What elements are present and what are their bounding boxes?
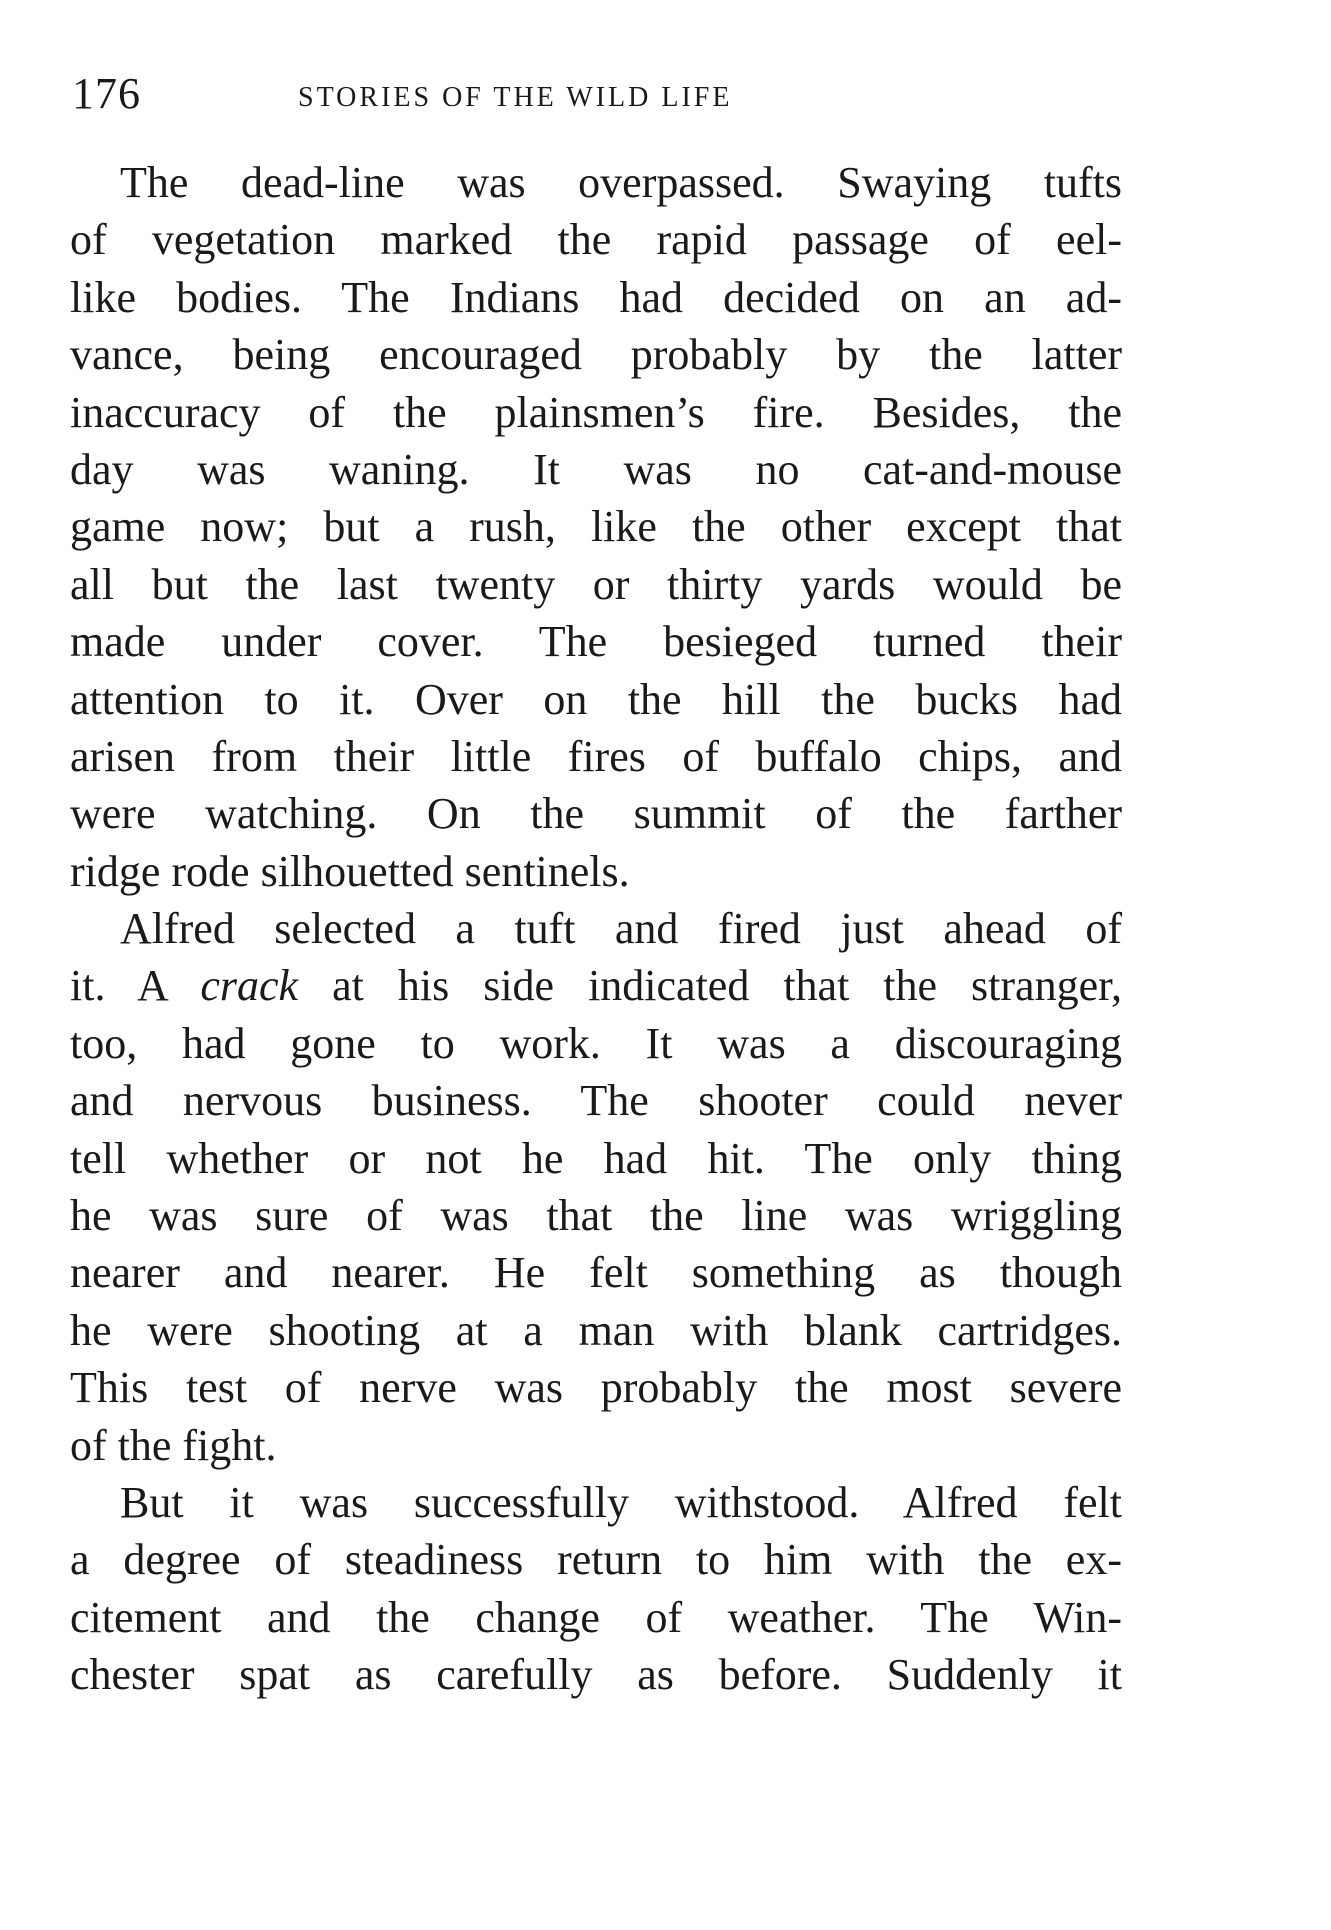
text-line: nearer and nearer. He felt something as though: [70, 1248, 1122, 1298]
text-line: of vegetation marked the rapid passage of eel-: [70, 215, 1122, 265]
text-line: attention to it. Over on the hill the bucks had: [70, 674, 1122, 724]
text-line: chester spat as carefully as before. Suddenly it: [70, 1650, 1122, 1700]
text-line: game now; but a rush, like the other except that: [70, 502, 1122, 552]
text-line: inaccuracy of the plainsmen’s fire. Besides, the: [70, 387, 1122, 437]
text-line: he were shooting at a man with blank cartridges.: [70, 1305, 1122, 1355]
text-line: ridge rode silhouetted sentinels.: [70, 846, 630, 896]
text-line: of the fight.: [70, 1420, 277, 1470]
body-text: [70, 154, 1122, 1704]
text-line-with-italic: [70, 957, 1122, 1014]
text-line: But it was successfully withstood. Alfred felt: [120, 1477, 1122, 1527]
italic-word: crack: [200, 961, 299, 1011]
text-line: were watching. On the summit of the farther: [70, 789, 1122, 839]
text-span: it. A: [70, 961, 201, 1011]
text-line: vance, being encouraged probably by the latter: [70, 330, 1122, 380]
page-number: 176: [72, 69, 141, 118]
text-line: day was waning. It was no cat-and-mouse: [70, 444, 1122, 494]
text-line: too, had gone to work. It was a discouraging: [70, 1018, 1122, 1068]
text-line: arisen from their little fires of buffalo chips, and: [70, 731, 1122, 781]
text-line: Alfred selected a tuft and fired just ahead of: [120, 904, 1122, 954]
running-head: STORIES OF THE WILD LIFE: [298, 82, 733, 113]
text-line: all but the last twenty or thirty yards would be: [70, 559, 1122, 609]
text-line: a degree of steadiness return to him with the ex-: [70, 1535, 1122, 1585]
text-line: The dead-line was overpassed. Swaying tufts: [120, 158, 1122, 207]
text-line: This test of nerve was probably the most severe: [70, 1363, 1122, 1413]
text-line: made under cover. The besieged turned their: [70, 617, 1122, 667]
text-span: at his side indicated that the stranger,: [298, 961, 1123, 1011]
text-line: citement and the change of weather. The Win-: [70, 1592, 1122, 1642]
text-line: like bodies. The Indians had decided on an ad-: [70, 272, 1122, 322]
text-line: tell whether or not he had hit. The only thing: [70, 1133, 1122, 1183]
text-line: he was sure of was that the line was wriggling: [70, 1191, 1122, 1241]
text-line: and nervous business. The shooter could never: [70, 1076, 1122, 1126]
